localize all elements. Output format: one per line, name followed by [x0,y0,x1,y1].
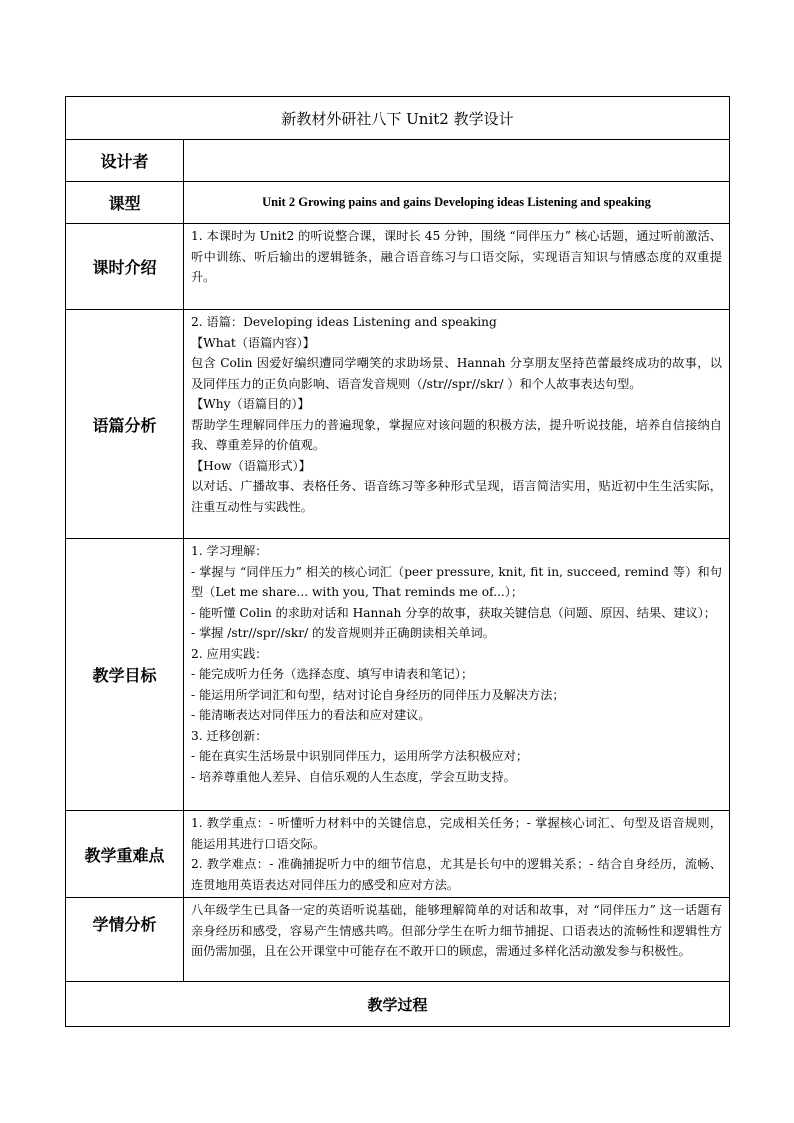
text-line: 1. 本课时为 Unit2 的听说整合课，课时长 45 分钟，围绕 “同伴压力” 核心话题，通过听前激活、听中训练、听后输出的逻辑链条，融合语音练习与口语交际，实现语言知识与情感态度的双重提升。 [191,229,722,284]
text-line: - 能完成听力任务（选择态度、填写申请表和笔记）； [191,667,474,681]
text-line: 【What（语篇内容）】 [191,335,315,350]
lesson-plan-table [65,96,730,1027]
text-line: 包含 Colin 因爱好编织遭同学嘲笑的求助场景、Hannah 分享朋友坚持芭蕾最终成功的故事，以及同伴压力的正负向影响、语音发音规则（/str//spr//skr/ ）和个人故事表达句型。 [191,356,722,391]
text-analysis-content [184,310,730,539]
text-line: - 能运用所学词汇和句型，结对讨论自身经历的同伴压力及解决方法； [191,687,565,702]
text-line: 1. 教学重点：- 听懂听力材料中的关键信息，完成相关任务；- 掌握核心词汇、句型及语音规则，能运用其进行口语交际。 [191,816,722,851]
lesson-type-label: 课型 [66,182,184,224]
designer-value[interactable] [184,140,730,182]
lesson-type-value: Unit 2 Growing pains and gains Developing ideas Listening and speaking [184,182,730,224]
text-line: - 能在真实生活场景中识别同伴压力，运用所学方法积极应对； [191,749,529,763]
objectives-content [184,539,730,811]
learners-label: 学情分析 [66,898,184,982]
teaching-process-heading: 教学过程 [66,982,730,1027]
text-line: 【How（语篇形式）】 [191,458,311,473]
text-line: 2. 语篇：Developing ideas Listening and speaking [191,315,497,329]
text-line: - 掌握与 “同伴压力” 相关的核心词汇（peer pressure, knit, fit in, succeed, remind 等）和句型（Let me share... with you, That reminds me of...）； [191,564,722,599]
text-line: - 能听懂 Colin 的求助对话和 Hannah 分享的故事，获取关键信息（问题、原因、结果、建议）； [191,605,716,620]
text-line: - 掌握 /str//spr//skr/ 的发音规则并正确朗读相关单词。 [191,626,495,640]
objectives-label: 教学目标 [66,539,184,811]
text-line: - 培养尊重他人差异、自信乐观的人生态度，学会互助支持。 [191,769,516,784]
key-points-content [184,811,730,898]
text-analysis-label: 语篇分析 [66,310,184,539]
text-line: 八年级学生已具备一定的英语听说基础，能够理解简单的对话和故事，对 “同伴压力” 这一话题有亲身经历和感受，容易产生情感共鸣。但部分学生在听力细节捕捉、口语表达的流畅性和逻辑性方面仍需加强，且在公开课堂中可能存在不敢开口的顾虑，需通过多样化活动激发参与积极性。 [191,903,722,958]
key-points-label: 教学重难点 [66,811,184,898]
text-line: 3. 迁移创新： [191,728,268,743]
learners-content [184,898,730,982]
designer-label: 设计者 [66,140,184,182]
text-line: 2. 教学难点：- 准确捕捉听力中的细节信息，尤其是长句中的逻辑关系；- 结合自身经历，流畅、连贯地用英语表达对同伴压力的感受和应对方法。 [191,857,722,892]
text-line: 以对话、广播故事、表格任务、语音练习等多种形式呈现，语言简洁实用，贴近初中生生活实际，注重互动性与实践性。 [191,479,722,514]
text-line: 帮助学生理解同伴压力的普遍现象，掌握应对该问题的积极方法，提升听说技能，培养自信接纳自我、尊重差异的价值观。 [191,417,722,452]
document-title: 新教材外研社八下 Unit2 教学设计 [66,97,730,140]
intro-content [184,224,730,310]
text-line: 【Why（语篇目的）】 [191,397,310,411]
intro-label: 课时介绍 [66,224,184,310]
text-line: 2. 应用实践： [191,646,268,661]
text-line: 1. 学习理解： [191,544,268,558]
text-line: - 能清晰表达对同伴压力的看法和应对建议。 [191,708,431,722]
